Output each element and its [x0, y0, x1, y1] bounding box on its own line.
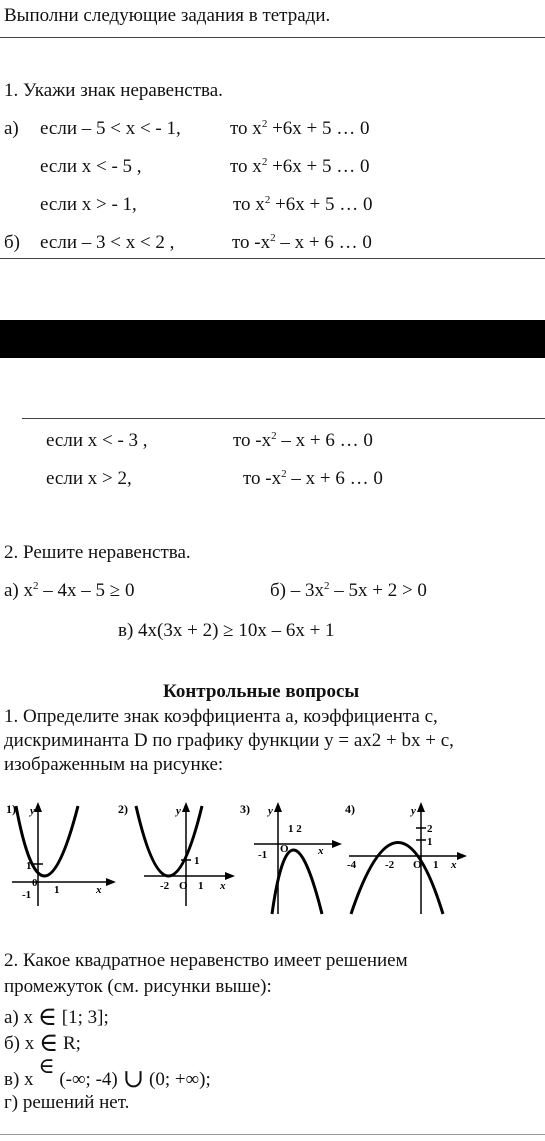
graph-3	[238, 796, 343, 918]
row-condition: если x < - 5 ,	[40, 156, 142, 177]
tick-label: 1	[26, 860, 32, 872]
task1-title: 1. Укажи знак неравенства.	[4, 80, 223, 101]
tick-label: 1 2	[288, 823, 302, 835]
tick-label: 1	[194, 855, 200, 867]
q1-line-3: изображенным на рисунке:	[4, 754, 224, 775]
tick-label: 0	[32, 877, 38, 889]
continuation-rule	[22, 418, 545, 419]
axis-y-label: y	[30, 805, 35, 817]
row-expression: то $-x^2 - x + 6$ … 0	[233, 430, 373, 451]
tick-label: 1	[54, 884, 60, 896]
section-rule	[0, 258, 545, 259]
axis-x-label: x	[220, 880, 226, 892]
bottom-rule	[0, 1134, 545, 1135]
element-of-symbol: ∈	[38, 1053, 55, 1078]
tick-label: -4	[347, 859, 357, 871]
option-b: б) x ∈ R;	[4, 1028, 81, 1057]
row-marker: а)	[4, 118, 19, 139]
option-d: г) решений нет.	[4, 1092, 130, 1113]
tick-label: -2	[160, 880, 170, 892]
q2-line-1: 2. Какое квадратное неравенство имеет решением	[4, 950, 408, 971]
element-of-symbol: ∈	[39, 1028, 59, 1057]
tick-label: O	[280, 843, 289, 855]
tick-label: -2	[385, 859, 395, 871]
row-expression: то $x^2 +6x + 5$ … 0	[230, 156, 370, 177]
axis-y-label: y	[176, 805, 181, 817]
tick-label: 2	[427, 823, 433, 835]
row-condition: если – 5 < x < - 1,	[40, 118, 181, 139]
row-expression: то $x^2 +6x + 5$ … 0	[233, 194, 373, 215]
tick-label: -1	[258, 849, 268, 861]
task2-item-a: а) $x^2 - 4x - 5 \ge 0$	[4, 580, 135, 601]
graph-number: 2)	[118, 802, 128, 816]
task2-item-b: $б) - 3x^2 - 5x + 2 > 0$	[270, 580, 427, 601]
row-expression: то $x^2 +6x + 5$ … 0	[230, 118, 370, 139]
row-marker: б)	[4, 232, 20, 253]
task2-item-c: в) 4x(3x + 2) ≥ 10x – 6x + 1	[118, 620, 335, 641]
task2-title: 2. Решите неравенства.	[4, 542, 191, 563]
axis-x-label: x	[96, 884, 102, 896]
graph-number: 1)	[6, 802, 16, 816]
axis-x-label: x	[318, 845, 324, 857]
q1-line-1: 1. Определите знак коэффициента а, коэффициента с,	[4, 706, 438, 727]
row-expression: то $-x^2 - x + 6$ … 0	[232, 232, 372, 253]
option-a: а) x ∈ [1; 3];	[4, 1002, 109, 1031]
page-title: Выполни следующие задания в тетради.	[4, 5, 331, 26]
q1-line-2: дискриминанта D по графику функции y = ax2 + bx + c,	[4, 730, 454, 751]
element-of-symbol: ∈	[37, 1002, 58, 1031]
top-rule	[0, 37, 545, 38]
redaction-bar	[0, 320, 545, 358]
row-condition: если x > 2,	[46, 468, 132, 489]
graph-number: 4)	[345, 802, 355, 816]
axis-x-label: x	[451, 859, 457, 871]
control-heading: Контрольные вопросы	[163, 681, 360, 702]
row-condition: если – 3 < x < 2 ,	[40, 232, 175, 253]
row-expression: то $-x^2 - x + 6$ … 0	[243, 468, 383, 489]
graph-4	[343, 796, 468, 918]
q2-line-2: промежуток (см. рисунки выше):	[4, 976, 272, 997]
tick-label: 1	[198, 880, 204, 892]
axis-y-label: y	[268, 805, 273, 817]
option-c: в) x ∈ (-∞; -4) ∪ (0; +∞);	[4, 1053, 211, 1093]
tick-label: O	[413, 859, 422, 871]
graph-number: 3)	[240, 802, 250, 816]
graph-2	[116, 796, 236, 916]
tick-label: O	[179, 880, 188, 892]
row-condition: если x < - 3 ,	[46, 430, 148, 451]
tick-label: 1	[427, 836, 433, 848]
graph-1	[4, 796, 119, 916]
tick-label: -1	[22, 889, 32, 901]
axis-y-label: y	[411, 805, 416, 817]
tick-label: 1	[433, 859, 439, 871]
row-condition: если x > - 1,	[40, 194, 137, 215]
union-symbol: ∪	[122, 1064, 145, 1093]
